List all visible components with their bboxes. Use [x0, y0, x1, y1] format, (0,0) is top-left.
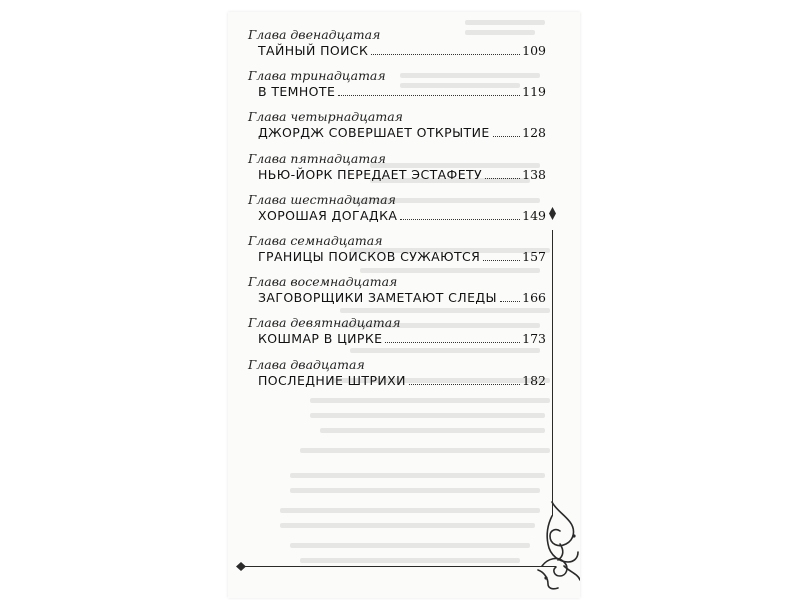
toc-entry [246, 315, 546, 356]
chapter-number: Глава восемнадцатая [248, 274, 398, 290]
page-number: 109 [522, 43, 546, 58]
dot-leader [385, 342, 520, 343]
chapter-title: ТАЙНЫЙ ПОИСК [258, 43, 369, 58]
toc-row [246, 166, 546, 184]
dot-leader [493, 136, 521, 137]
chapter-title: ЗАГОВОРЩИКИ ЗАМЕТАЮТ СЛЕДЫ [258, 290, 497, 306]
chapter-number: Глава пятнадцатая [248, 150, 386, 166]
page-number: 173 [522, 331, 546, 347]
chapter-title: НЬЮ-ЙОРК ПЕРЕДАЕТ ЭСТАФЕТУ [258, 166, 483, 182]
dot-leader [483, 260, 520, 261]
toc-entry [246, 233, 546, 274]
toc-row [246, 207, 546, 225]
toc-row [246, 83, 546, 101]
page-number: 149 [522, 207, 546, 223]
chapter-number: Глава двенадцатая [248, 27, 381, 42]
dot-leader [371, 54, 520, 55]
rule-end-diamond-icon [236, 562, 246, 571]
page-number: 182 [522, 372, 546, 388]
toc-row [246, 289, 546, 307]
corner-flourish-icon [534, 500, 580, 592]
dot-leader [338, 95, 520, 96]
dot-leader [500, 301, 520, 302]
chapter-title: КОШМАР В ЦИРКЕ [258, 331, 383, 347]
chapter-number: Глава тринадцатая [248, 68, 386, 84]
toc-entry [246, 68, 546, 109]
page-number: 138 [522, 166, 546, 182]
horizontal-rule [242, 566, 556, 567]
chapter-number: Глава семнадцатая [248, 232, 383, 248]
rule-end-diamond-icon [548, 207, 557, 220]
page-number: 128 [522, 125, 546, 141]
toc-entry [246, 109, 546, 150]
toc-entry [246, 151, 546, 192]
toc-row [246, 124, 546, 142]
toc-entry [246, 192, 546, 233]
chapter-title: ГРАНИЦЫ ПОИСКОВ СУЖАЮТСЯ [258, 248, 481, 264]
page-number: 157 [522, 248, 546, 264]
chapter-title: ПОСЛЕДНИЕ ШТРИХИ [258, 372, 406, 388]
chapter-title: ХОРОШАЯ ДОГАДКА [258, 207, 398, 223]
toc-entry [246, 357, 546, 398]
chapter-title: ДЖОРДЖ СОВЕРШАЕТ ОТКРЫТИЕ [258, 125, 490, 141]
page-number: 166 [522, 290, 546, 306]
dot-leader [409, 384, 520, 385]
chapter-title: В ТЕМНОТЕ [258, 84, 336, 100]
dot-leader [485, 178, 520, 179]
toc-row [246, 330, 546, 348]
table-of-contents [246, 27, 546, 398]
chapter-number: Глава девятнадцатая [248, 315, 401, 331]
toc-row [246, 248, 546, 266]
toc-row [246, 372, 546, 390]
chapter-number: Глава двадцатая [248, 356, 365, 372]
toc-row [246, 42, 546, 60]
toc-entry [246, 274, 546, 315]
toc-entry [246, 27, 546, 68]
vertical-rule [552, 230, 553, 516]
dot-leader [400, 219, 520, 220]
chapter-number: Глава четырнадцатая [248, 109, 403, 125]
chapter-number: Глава шестнадцатая [248, 191, 396, 207]
page-number: 119 [522, 84, 546, 100]
